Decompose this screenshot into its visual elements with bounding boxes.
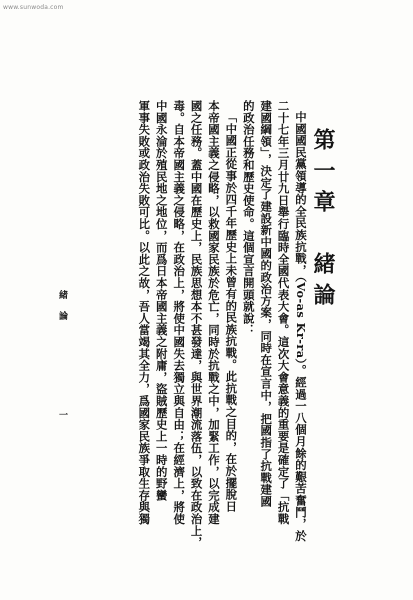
quoted-text-column: 軍事失敗或政治失敗可比。以此之故，吾人當竭其全力，爲國家民族爭取生存與獨	[137, 100, 152, 525]
text-column: 建國綱領」，決定了建設新中國的政治方案，同時在宣言中，把國指了抗戰建國	[259, 100, 274, 508]
body-text	[135, 100, 309, 560]
text-column: 中國國民黨領導的全民族抗戰，（Vo-as Kr-ra）。經過一八個月餘的艱苦奮鬥，於	[294, 111, 308, 542]
quoted-text-column: 毒。自本帝國主義之侵略，在政治上，將使中國失去獨立與自由；在經濟上，將使	[172, 100, 187, 525]
text-column: 二十七年三月廿九日舉行臨時全國代表大會。這次大會意義的重要是確定了「抗戰	[276, 100, 291, 525]
chapter-title: 第一章 緒論	[310, 128, 336, 314]
text-column: 的政治任務和歷史使命。這個宣言開頭就說：	[241, 100, 256, 336]
quoted-text-column: 中國永淪於殖民地之地位，而爲日本帝國主義之附庸，盜賊歷史上一時的野蠻	[154, 100, 169, 502]
quoted-text-column: 本帝國主義之侵略，以救國家民族於危亡，同時於抗戰之中，加緊工作，以完成建	[206, 100, 221, 525]
page-number: 一	[57, 410, 67, 419]
watermark-text: www.sunwoda.com	[3, 4, 64, 11]
quoted-text-column: 「中國正從事於四千年歷史上未曾有的民族抗戰。此抗戰之目的，在於擺脫日	[224, 111, 239, 513]
quoted-text-column: 國之任務。蓋中國在歷史上，民族思想本不甚發達，與世界潮流落伍，以致在政治上，	[189, 100, 204, 549]
running-head: 緒論	[57, 290, 67, 332]
